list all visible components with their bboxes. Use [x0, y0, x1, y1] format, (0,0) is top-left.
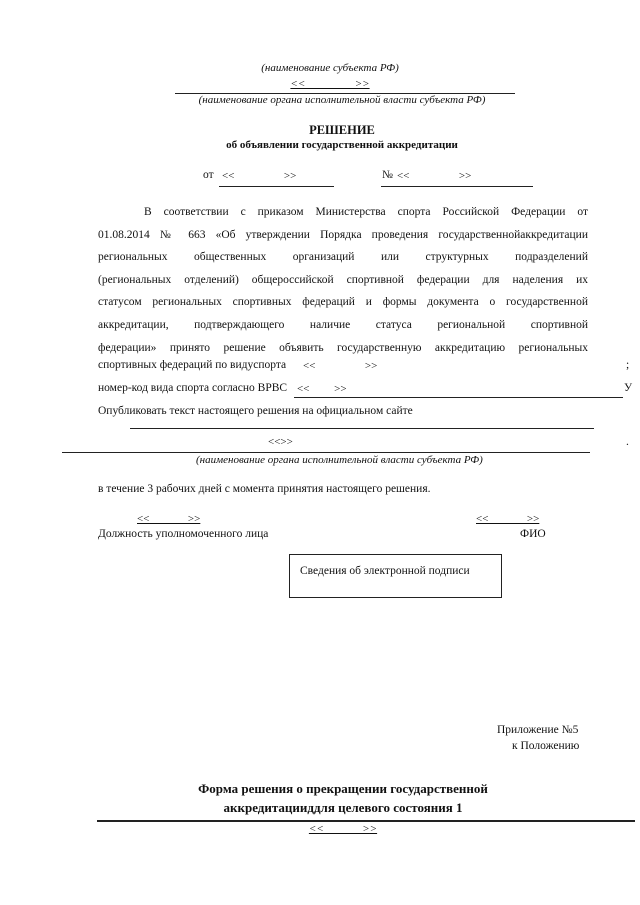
number-underline — [381, 186, 533, 187]
sport-placeholder: << >> — [303, 360, 378, 372]
organ-caption-bottom: (наименование органа исполнительной власти субъекта РФ) — [196, 454, 483, 466]
esign-box — [289, 554, 502, 598]
number-placeholder: << >> — [397, 170, 472, 182]
decision-subtitle: об объявлении государственной аккредитации — [226, 139, 458, 151]
publish-rule-1 — [130, 428, 594, 429]
name-label: ФИО — [520, 528, 546, 540]
position-label: Должность уполномоченного лица — [98, 528, 269, 540]
name-placeholder: << >> — [476, 513, 540, 525]
sport-line-label: спортивных федераций по видуспорта — [98, 359, 287, 371]
form-title-rule — [97, 820, 635, 822]
decision-title: РЕШЕНИЕ — [309, 123, 375, 137]
publish-text: Опубликовать текст настоящего решения на официальном сайте — [98, 405, 413, 417]
body-line: 01.08.2014 № 663 «Об утверждении Порядка проведения государственнойаккредитации — [98, 228, 588, 241]
appendix-line1: Приложение №5 — [497, 724, 579, 736]
body-line: (региональных отделений) общероссийской спортивной федерации для наделения их — [98, 273, 588, 286]
publish-rule-2 — [62, 452, 590, 453]
appendix-placeholder: << >> — [308, 823, 378, 835]
site-placeholder: <<>> — [268, 436, 293, 448]
code-placeholder: << >> — [297, 383, 347, 395]
from-placeholder: << >> — [222, 170, 297, 182]
from-label: от — [203, 169, 214, 181]
deadline-text: в течение 3 рабочих дней с момента принятия настоящего решения. — [98, 483, 431, 495]
code-underline — [294, 397, 623, 398]
site-dot: . — [626, 436, 629, 448]
form-title-line1: Форма решения о прекращении государственной — [198, 781, 488, 796]
body-line: аккредитации, подтверждающего наличие статуса региональной спортивной — [98, 318, 588, 331]
body-line: региональных общественных организаций или структурных подразделений — [98, 251, 588, 264]
organ-caption-top: (наименование органа исполнительной власти субъекта РФ) — [198, 94, 486, 106]
code-line-label: номер-код вида спорта согласно ВРВС — [98, 382, 288, 394]
subject-caption: (наименование субъекта РФ) — [261, 62, 399, 74]
appendix-line2: к Положению — [512, 740, 580, 752]
form-title-line2: аккредитацииддля целевого состояния 1 — [223, 800, 463, 815]
position-placeholder: << >> — [137, 513, 201, 525]
sport-semicolon: ; — [626, 359, 630, 371]
body-line: статусом региональных спортивных федераций и формы документа о государственной — [98, 296, 588, 309]
body-paragraph — [98, 201, 588, 359]
from-underline — [219, 186, 334, 187]
code-suffix: У — [624, 382, 633, 394]
body-line: федерации» принято решение объявить государственную аккредитацию региональных — [98, 341, 588, 354]
body-line: В соответствии с приказом Министерства спорта Российской Федерации от — [144, 206, 588, 218]
number-label: № — [382, 169, 393, 181]
header-placeholder: << >> — [290, 78, 370, 90]
esign-label: Сведения об электронной подписи — [300, 565, 470, 577]
